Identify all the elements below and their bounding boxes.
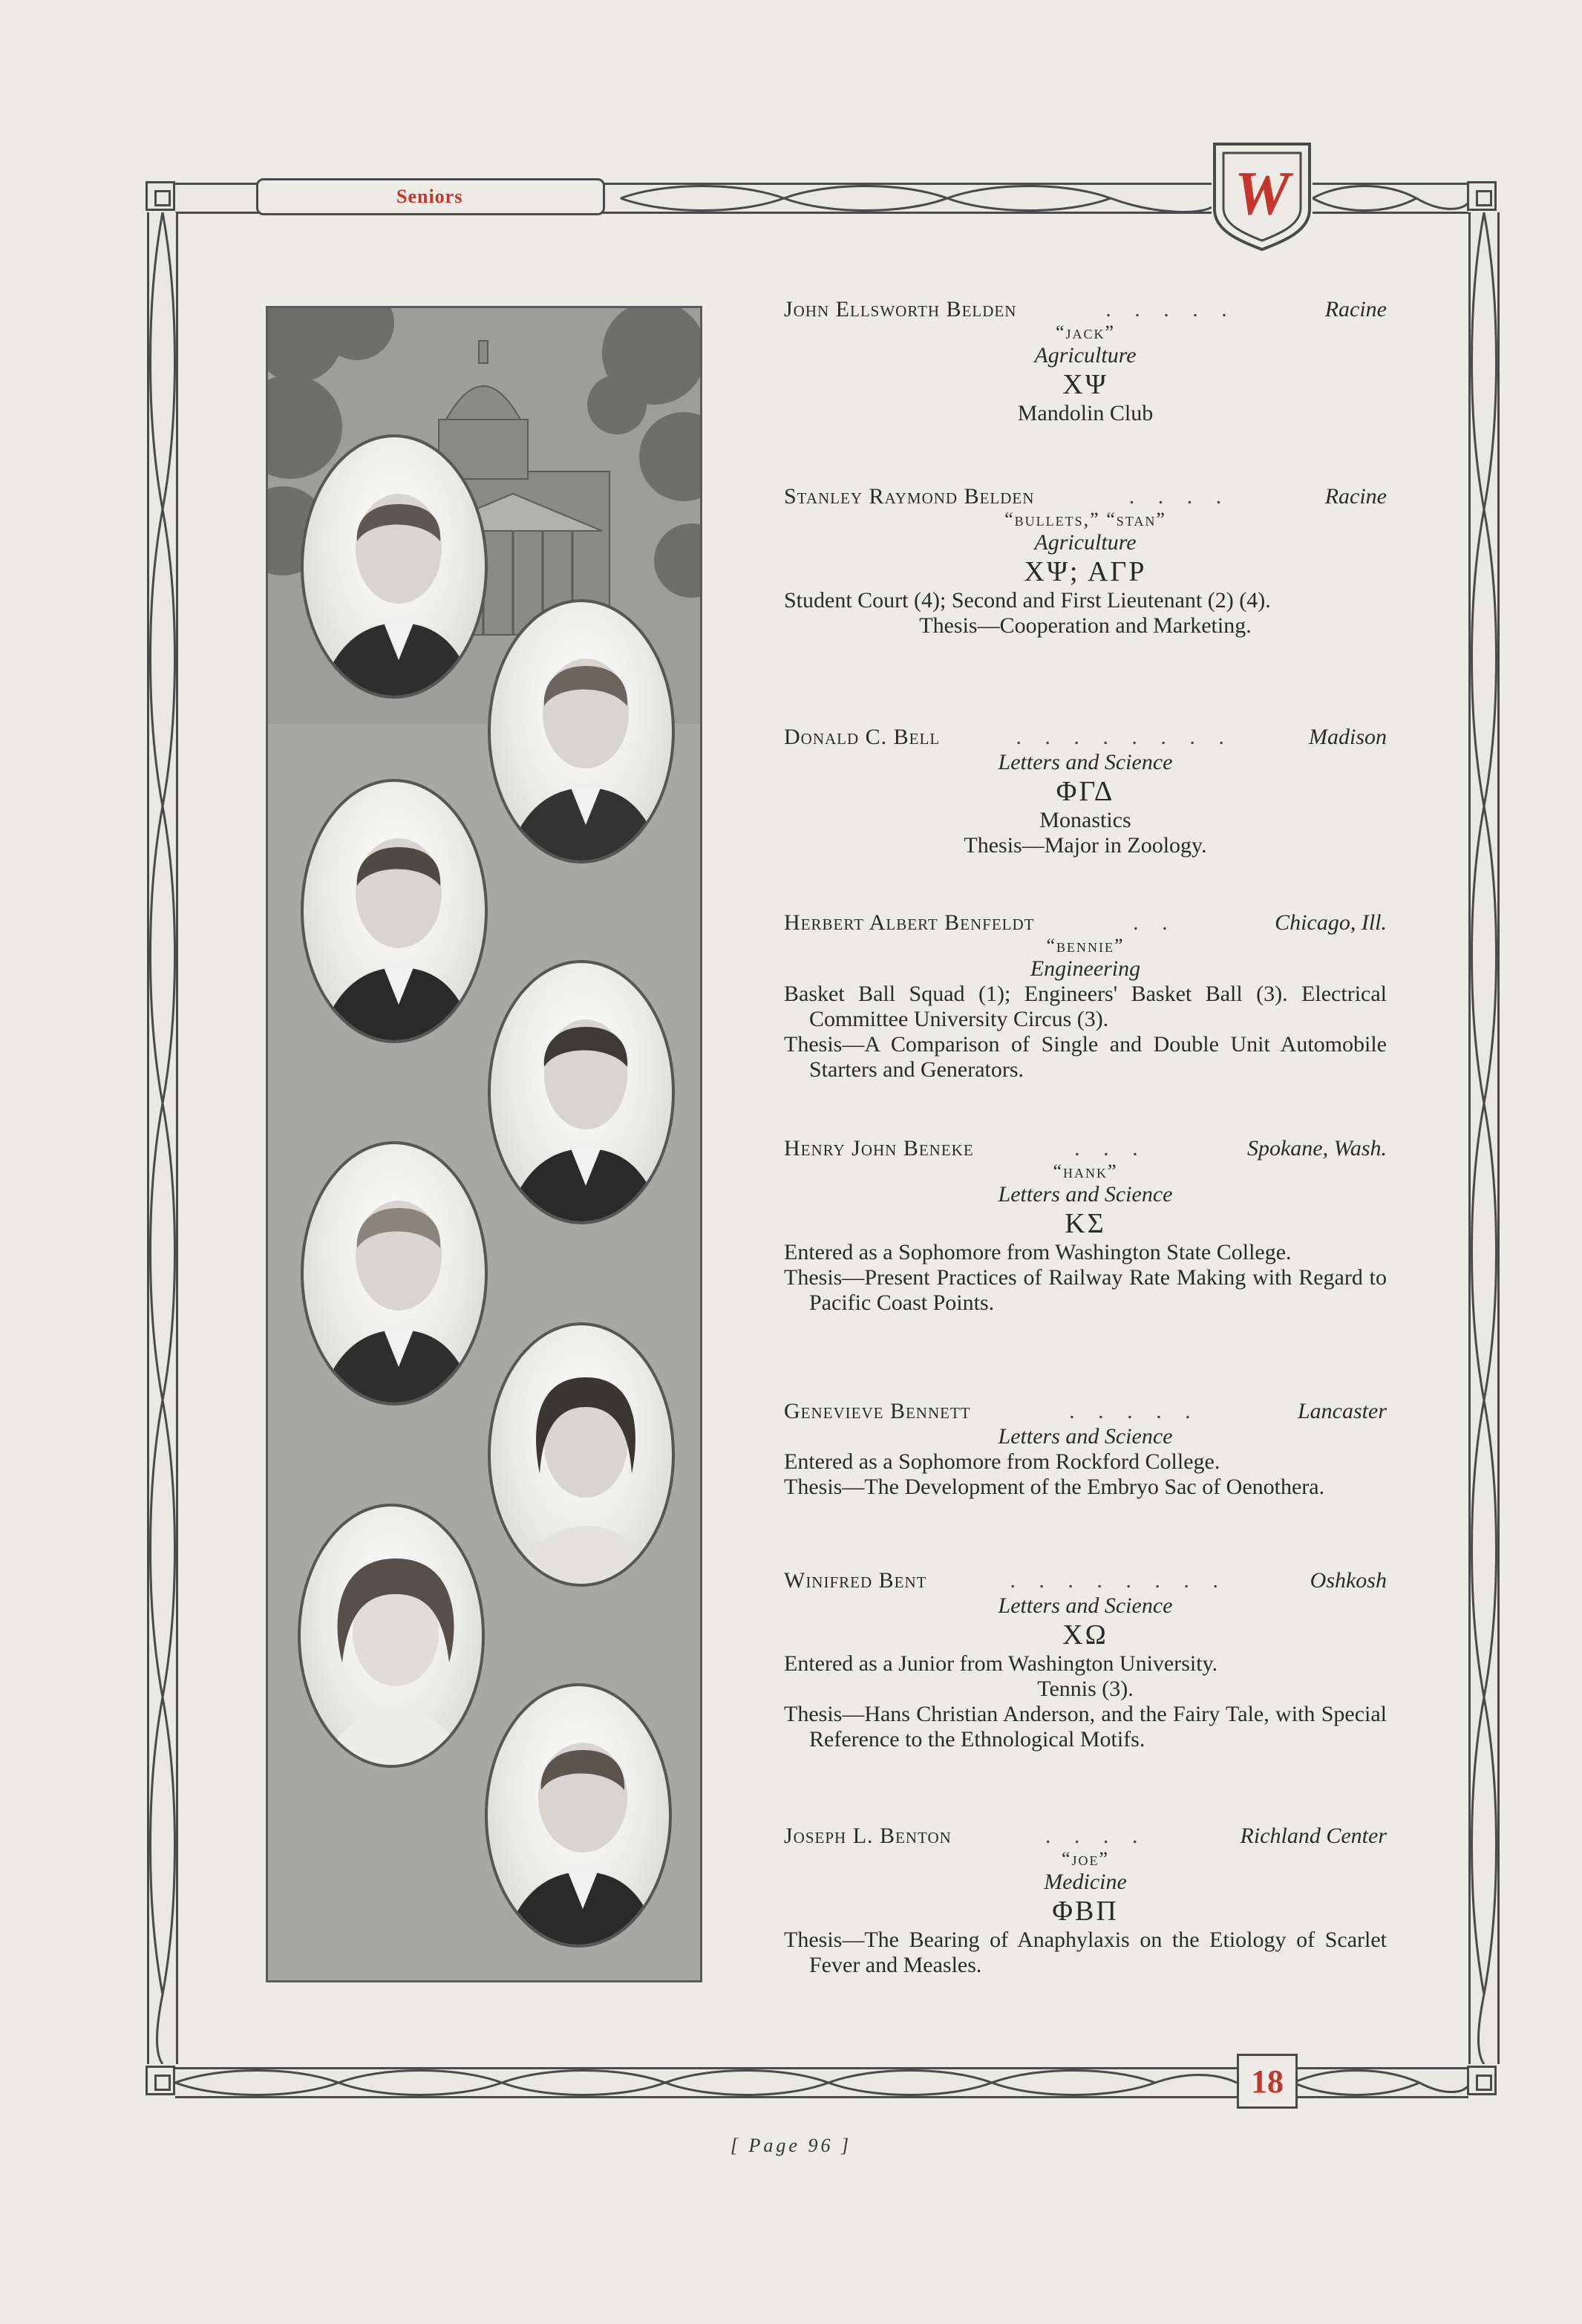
shield-icon — [1212, 141, 1313, 252]
portrait-photo — [488, 599, 675, 864]
leader-dots: . . . . . — [1069, 1399, 1200, 1423]
leader-dots: . . . . — [1045, 1824, 1147, 1848]
person-silhouette — [304, 437, 488, 699]
senior-activity: Student Court (4); Second and First Lieutenant (2) (4). — [784, 588, 1271, 613]
class-year-box — [1237, 2054, 1298, 2109]
senior-name: Herbert Albert Benfeldt — [784, 910, 1035, 935]
senior-hometown: Racine — [1324, 297, 1387, 321]
senior-hometown: Oshkosh — [1310, 1568, 1387, 1593]
person-silhouette — [301, 1507, 485, 1768]
senior-name: John Ellsworth Belden — [784, 297, 1017, 321]
senior-nickname: “bennie” — [1046, 935, 1125, 956]
left-border — [147, 212, 178, 2064]
senior-fraternity: ΦΓΔ — [1056, 776, 1115, 807]
bottom-border — [175, 2067, 1237, 2098]
senior-nickname: “hank” — [1053, 1161, 1118, 1182]
senior-entry — [784, 1399, 1387, 1500]
portrait-photo — [301, 1141, 488, 1406]
senior-activity: Entered as a Junior from Washington University. — [784, 1651, 1218, 1676]
section-label-box — [256, 178, 605, 215]
bottom-right-border — [1293, 2067, 1468, 2098]
right-border — [1468, 212, 1500, 2064]
senior-nickname: “jack” — [1055, 321, 1116, 343]
top-right-border — [1313, 183, 1468, 214]
senior-hometown: Racine — [1324, 484, 1387, 509]
leader-dots: . . — [1133, 910, 1177, 935]
senior-college: Letters and Science — [998, 1424, 1173, 1449]
senior-college: Letters and Science — [998, 1182, 1173, 1207]
leader-dots: . . . . — [1128, 484, 1231, 509]
corner-ornament-tl — [146, 181, 175, 211]
senior-activity: Basket Ball Squad (1); Engineers' Basket Ball (3). Electrical Committee University Circus (3). — [784, 982, 1387, 1031]
senior-hometown: Lancaster — [1298, 1399, 1387, 1423]
senior-name: Joseph L. Benton — [784, 1824, 952, 1848]
portrait-photo — [301, 779, 488, 1043]
portrait-photo — [485, 1683, 672, 1948]
senior-name: Genevieve Bennett — [784, 1399, 971, 1423]
senior-name: Henry John Beneke — [784, 1136, 974, 1161]
senior-hometown: Chicago, Ill. — [1275, 910, 1387, 935]
senior-entry — [784, 1136, 1387, 1316]
senior-thesis: Thesis—Hans Christian Anderson, and the Fairy Tale, with Special Reference to the Ethnological Motifs. — [784, 1702, 1387, 1752]
senior-activity: Monastics — [1039, 808, 1131, 832]
corner-ornament-br — [1467, 2066, 1497, 2095]
senior-hometown: Madison — [1309, 725, 1387, 749]
corner-ornament-bl — [146, 2066, 175, 2095]
page-number: [ Page 96 ] — [730, 2135, 852, 2156]
senior-activity: Entered as a Sophomore from Rockford College. — [784, 1449, 1220, 1474]
senior-activity: Entered as a Sophomore from Washington State College. — [784, 1240, 1292, 1264]
svg-text:W: W — [1234, 159, 1290, 228]
leader-dots: . . . — [1074, 1136, 1147, 1161]
senior-thesis: Thesis—Major in Zoology. — [964, 833, 1207, 858]
senior-name: Winifred Bent — [784, 1568, 927, 1593]
senior-entry — [784, 1824, 1387, 1978]
portrait-photo — [298, 1504, 485, 1768]
senior-college: Agriculture — [1034, 343, 1137, 368]
portrait-photo — [301, 434, 488, 699]
senior-nickname: “bullets,” “stan” — [1004, 509, 1166, 530]
leader-dots: . . . . . . . . — [1016, 725, 1233, 749]
portrait-photo — [488, 960, 675, 1224]
senior-hometown: Richland Center — [1240, 1824, 1387, 1848]
portrait-panel — [266, 306, 702, 1982]
senior-entry — [784, 297, 1387, 426]
person-silhouette — [304, 782, 488, 1043]
senior-college: Agriculture — [1034, 530, 1137, 555]
senior-activity: Mandolin Club — [1017, 401, 1154, 425]
leader-dots: . . . . . . . . — [1010, 1568, 1227, 1593]
senior-thesis: Thesis—The Development of the Embryo Sac of Oenothera. — [784, 1475, 1325, 1499]
portrait-photo — [488, 1322, 675, 1587]
senior-college: Letters and Science — [998, 1593, 1173, 1618]
senior-entry — [784, 910, 1387, 1083]
senior-entry — [784, 725, 1387, 858]
person-silhouette — [491, 963, 675, 1224]
senior-hometown: Spokane, Wash. — [1246, 1136, 1387, 1161]
senior-name: Donald C. Bell — [784, 725, 941, 749]
senior-fraternity: ΚΣ — [1065, 1208, 1106, 1239]
section-label: Seniors — [396, 186, 463, 207]
senior-name: Stanley Raymond Belden — [784, 484, 1035, 509]
class-year: 18 — [1251, 2063, 1284, 2100]
senior-fraternity: ΧΩ — [1062, 1619, 1108, 1651]
senior-activity: Tennis (3). — [1037, 1677, 1134, 1701]
person-silhouette — [491, 1325, 675, 1587]
senior-entry — [784, 484, 1387, 639]
senior-thesis: Thesis—The Bearing of Anaphylaxis on the Etiology of Scarlet Fever and Measles. — [784, 1928, 1387, 1977]
senior-college: Medicine — [1044, 1870, 1127, 1894]
senior-thesis: Thesis—Cooperation and Marketing. — [919, 613, 1252, 638]
corner-ornament-tr — [1467, 181, 1497, 211]
senior-entry — [784, 1568, 1387, 1752]
senior-nickname: “joe” — [1061, 1848, 1110, 1870]
senior-fraternity: ΧΨ — [1062, 369, 1108, 400]
senior-fraternity: ΦΒΠ — [1052, 1896, 1119, 1927]
person-silhouette — [304, 1144, 488, 1406]
senior-thesis: Thesis—A Comparison of Single and Double Unit Automobile Starters and Generators. — [784, 1032, 1387, 1082]
person-silhouette — [491, 602, 675, 864]
person-silhouette — [488, 1686, 672, 1948]
leader-dots: . . . . . — [1105, 297, 1236, 321]
senior-college: Letters and Science — [998, 750, 1173, 774]
senior-thesis: Thesis—Present Practices of Railway Rate Making with Regard to Pacific Coast Points. — [784, 1265, 1387, 1315]
senior-fraternity: ΧΨ; ΑΓΡ — [1024, 556, 1147, 587]
wisconsin-shield-emblem — [1212, 141, 1313, 252]
senior-college: Engineering — [1030, 956, 1141, 981]
